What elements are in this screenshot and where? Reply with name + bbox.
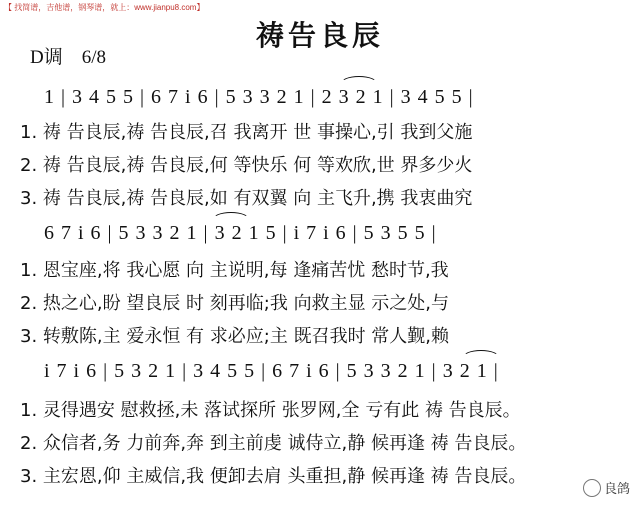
- lyric-line-1-1: 1. 祷 告良辰,祷 告良辰,召 我离开 世 事操心,引 我到父施: [20, 122, 473, 143]
- slur: [462, 350, 500, 366]
- lyric-line-1-2: 2. 祷 告良辰,祷 告良辰,何 等快乐 何 等欢欣,世 界多少火: [20, 155, 473, 176]
- lyric-line-3-3: 3. 主宏恩,仰 主威信,我 便卸去肩 头重担,静 候再逢 祷 告良辰。: [20, 466, 527, 487]
- lyric-line-2-1: 1. 恩宝座,将 我心愿 向 主说明,每 逢痛苦忧 愁时节,我: [20, 260, 449, 281]
- notation-row-3: i 7 i 6 | 5 3 2 1 | 3 4 5 5 | 6 7 i 6 | 5 3 3 2 1 | 3 2 1 |: [44, 360, 499, 382]
- song-title: 祷告良辰: [255, 19, 384, 52]
- lyric-line-2-2: 2. 热之心,盼 望良辰 时 刻再临;我 向救主显 示之处,与: [20, 293, 450, 314]
- lyric-line-1-3: 3. 祷 告良辰,祷 告良辰,如 有双翼 向 主飞升,携 我衷曲究: [20, 188, 473, 209]
- key-signature: D调 6/8: [30, 47, 107, 68]
- lyric-line-3-1: 1. 灵得遇安 慰救拯,未 落试探所 张罗网,全 亏有此 祷 告良辰。: [20, 400, 521, 421]
- notation-row-1: 1 | 3 4 5 5 | 6 7 i 6 | 5 3 3 2 1 | 2 3 2 1 | 3 4 5 5 |: [44, 86, 474, 108]
- logo-text: 良鸽: [603, 482, 630, 497]
- wechat-icon: [583, 479, 601, 497]
- notation-row-2: 6 7 i 6 | 5 3 3 2 1 | 3 2 1 5 | i 7 i 6 | 5 3 5 5 |: [44, 222, 437, 244]
- slur: [340, 76, 378, 92]
- lyric-line-3-2: 2. 众信者,务 力前奔,奔 到主前虔 诚侍立,静 候再逢 祷 告良辰。: [20, 433, 527, 454]
- watermark: 【 找简谱，吉他谱，钢琴谱，就上：www.jianpu8.com】: [4, 3, 205, 12]
- slur: [212, 212, 250, 228]
- lyric-line-2-3: 3. 转敷陈,主 爱永恒 有 求必应;主 既召我时 常人觐,赖: [20, 326, 450, 347]
- wechat-logo: [583, 478, 630, 497]
